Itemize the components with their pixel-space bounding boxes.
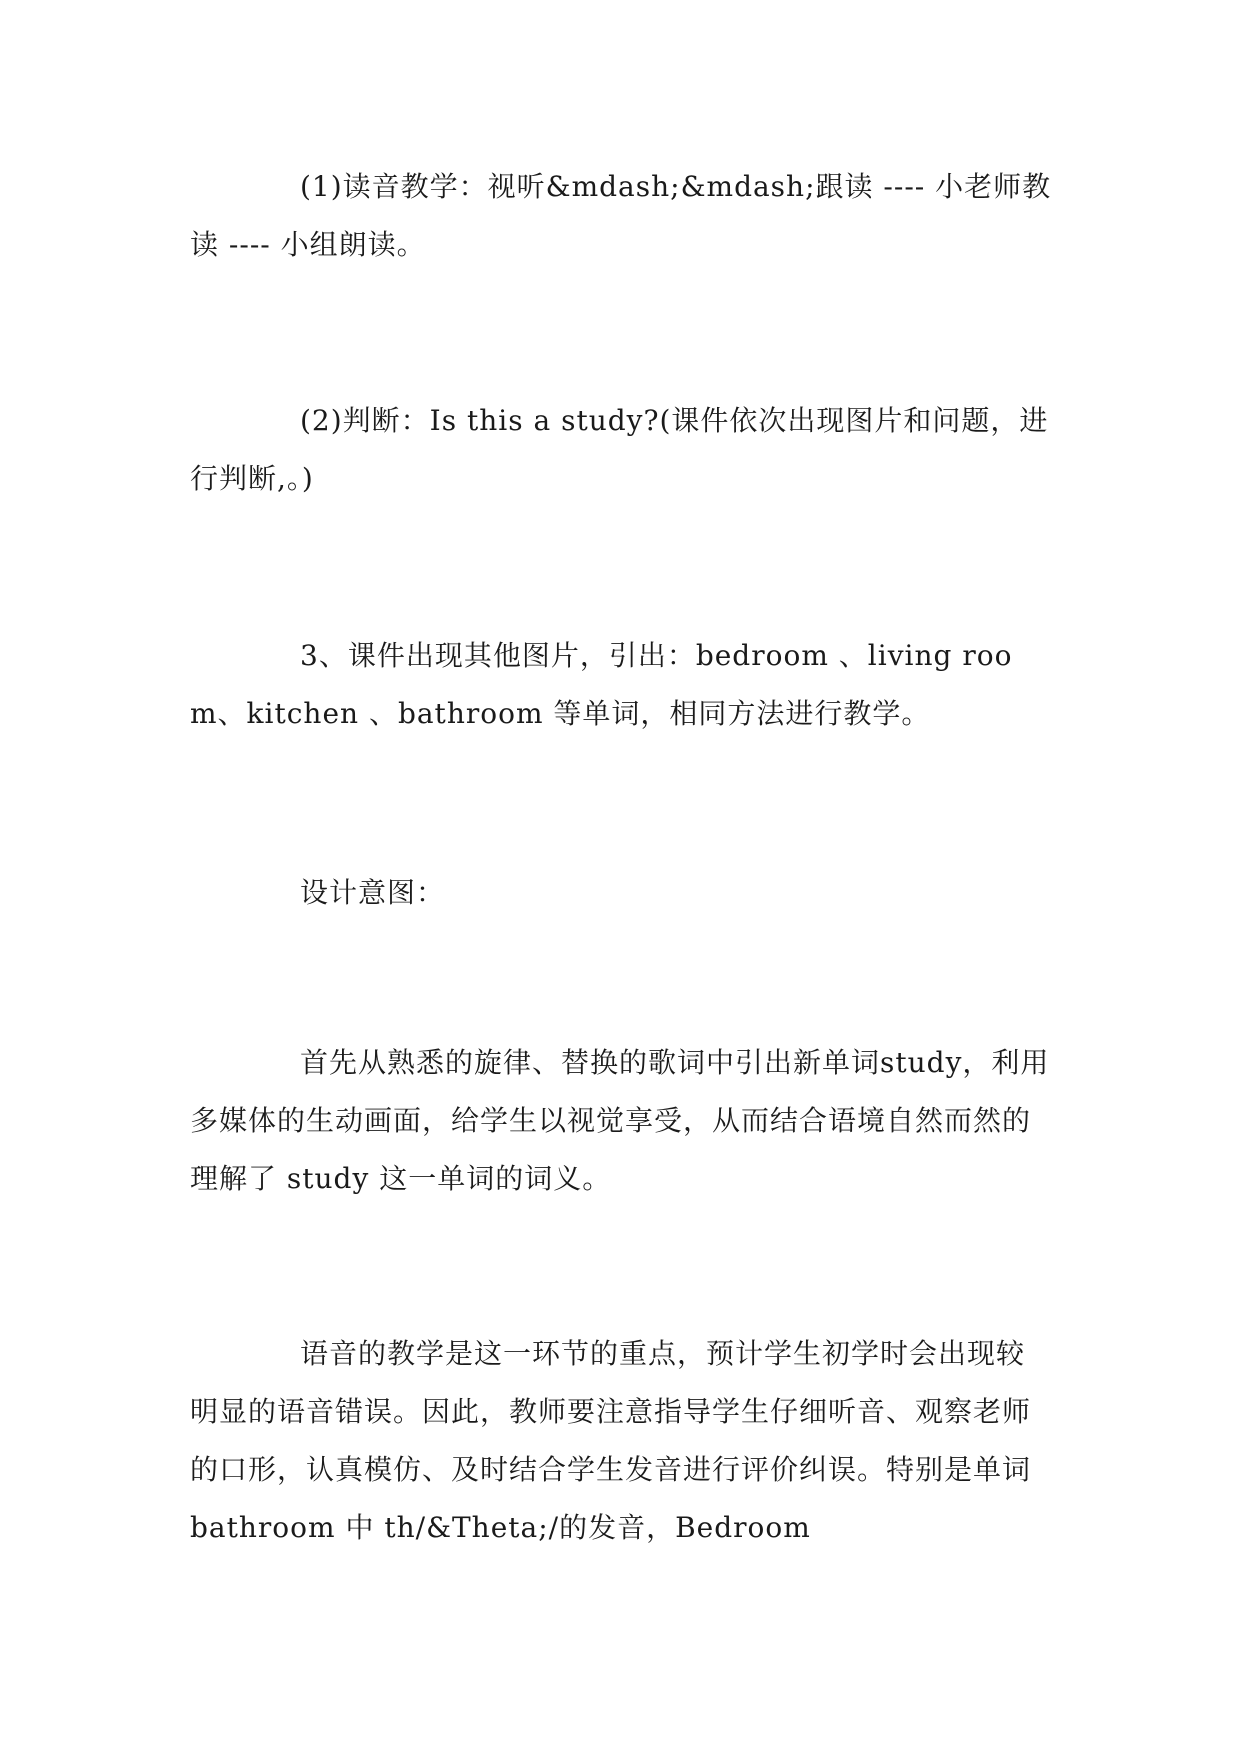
paragraph-other-pictures: 3、课件出现其他图片，引出：bedroom 、living room、kitchen 、bathroom 等单词，相同方法进行教学。 [190,639,1013,730]
paragraph-design-intent-1: 首先从熟悉的旋律、替换的歌词中引出新单词study，利用多媒体的生动画面，给学生以视觉享受，从而结合语境自然而然的理解了 study 这一单词的词义。 [190,1046,1050,1195]
paragraph-design-intent-heading: 设计意图： [300,876,446,909]
paragraph-judgment: (2)判断：Is this a study?(课件依次出现图片和问题，进行判断,。) [190,404,1049,495]
paragraph-reading-teaching: (1)读音教学：视听&mdash;&mdash;跟读 ---- 小老师教读 ---- 小组朗读。 [190,170,1052,261]
paragraph-design-intent-2: 语音的教学是这一环节的重点，预计学生初学时会出现较明显的语音错误。因此，教师要注意指导学生仔细听音、观察老师的口形，认真模仿、及时结合学生发音进行评价纠误。特别是单词 bathroom 中 th/&Theta;/的发音，Bedroom [190,1337,1032,1544]
